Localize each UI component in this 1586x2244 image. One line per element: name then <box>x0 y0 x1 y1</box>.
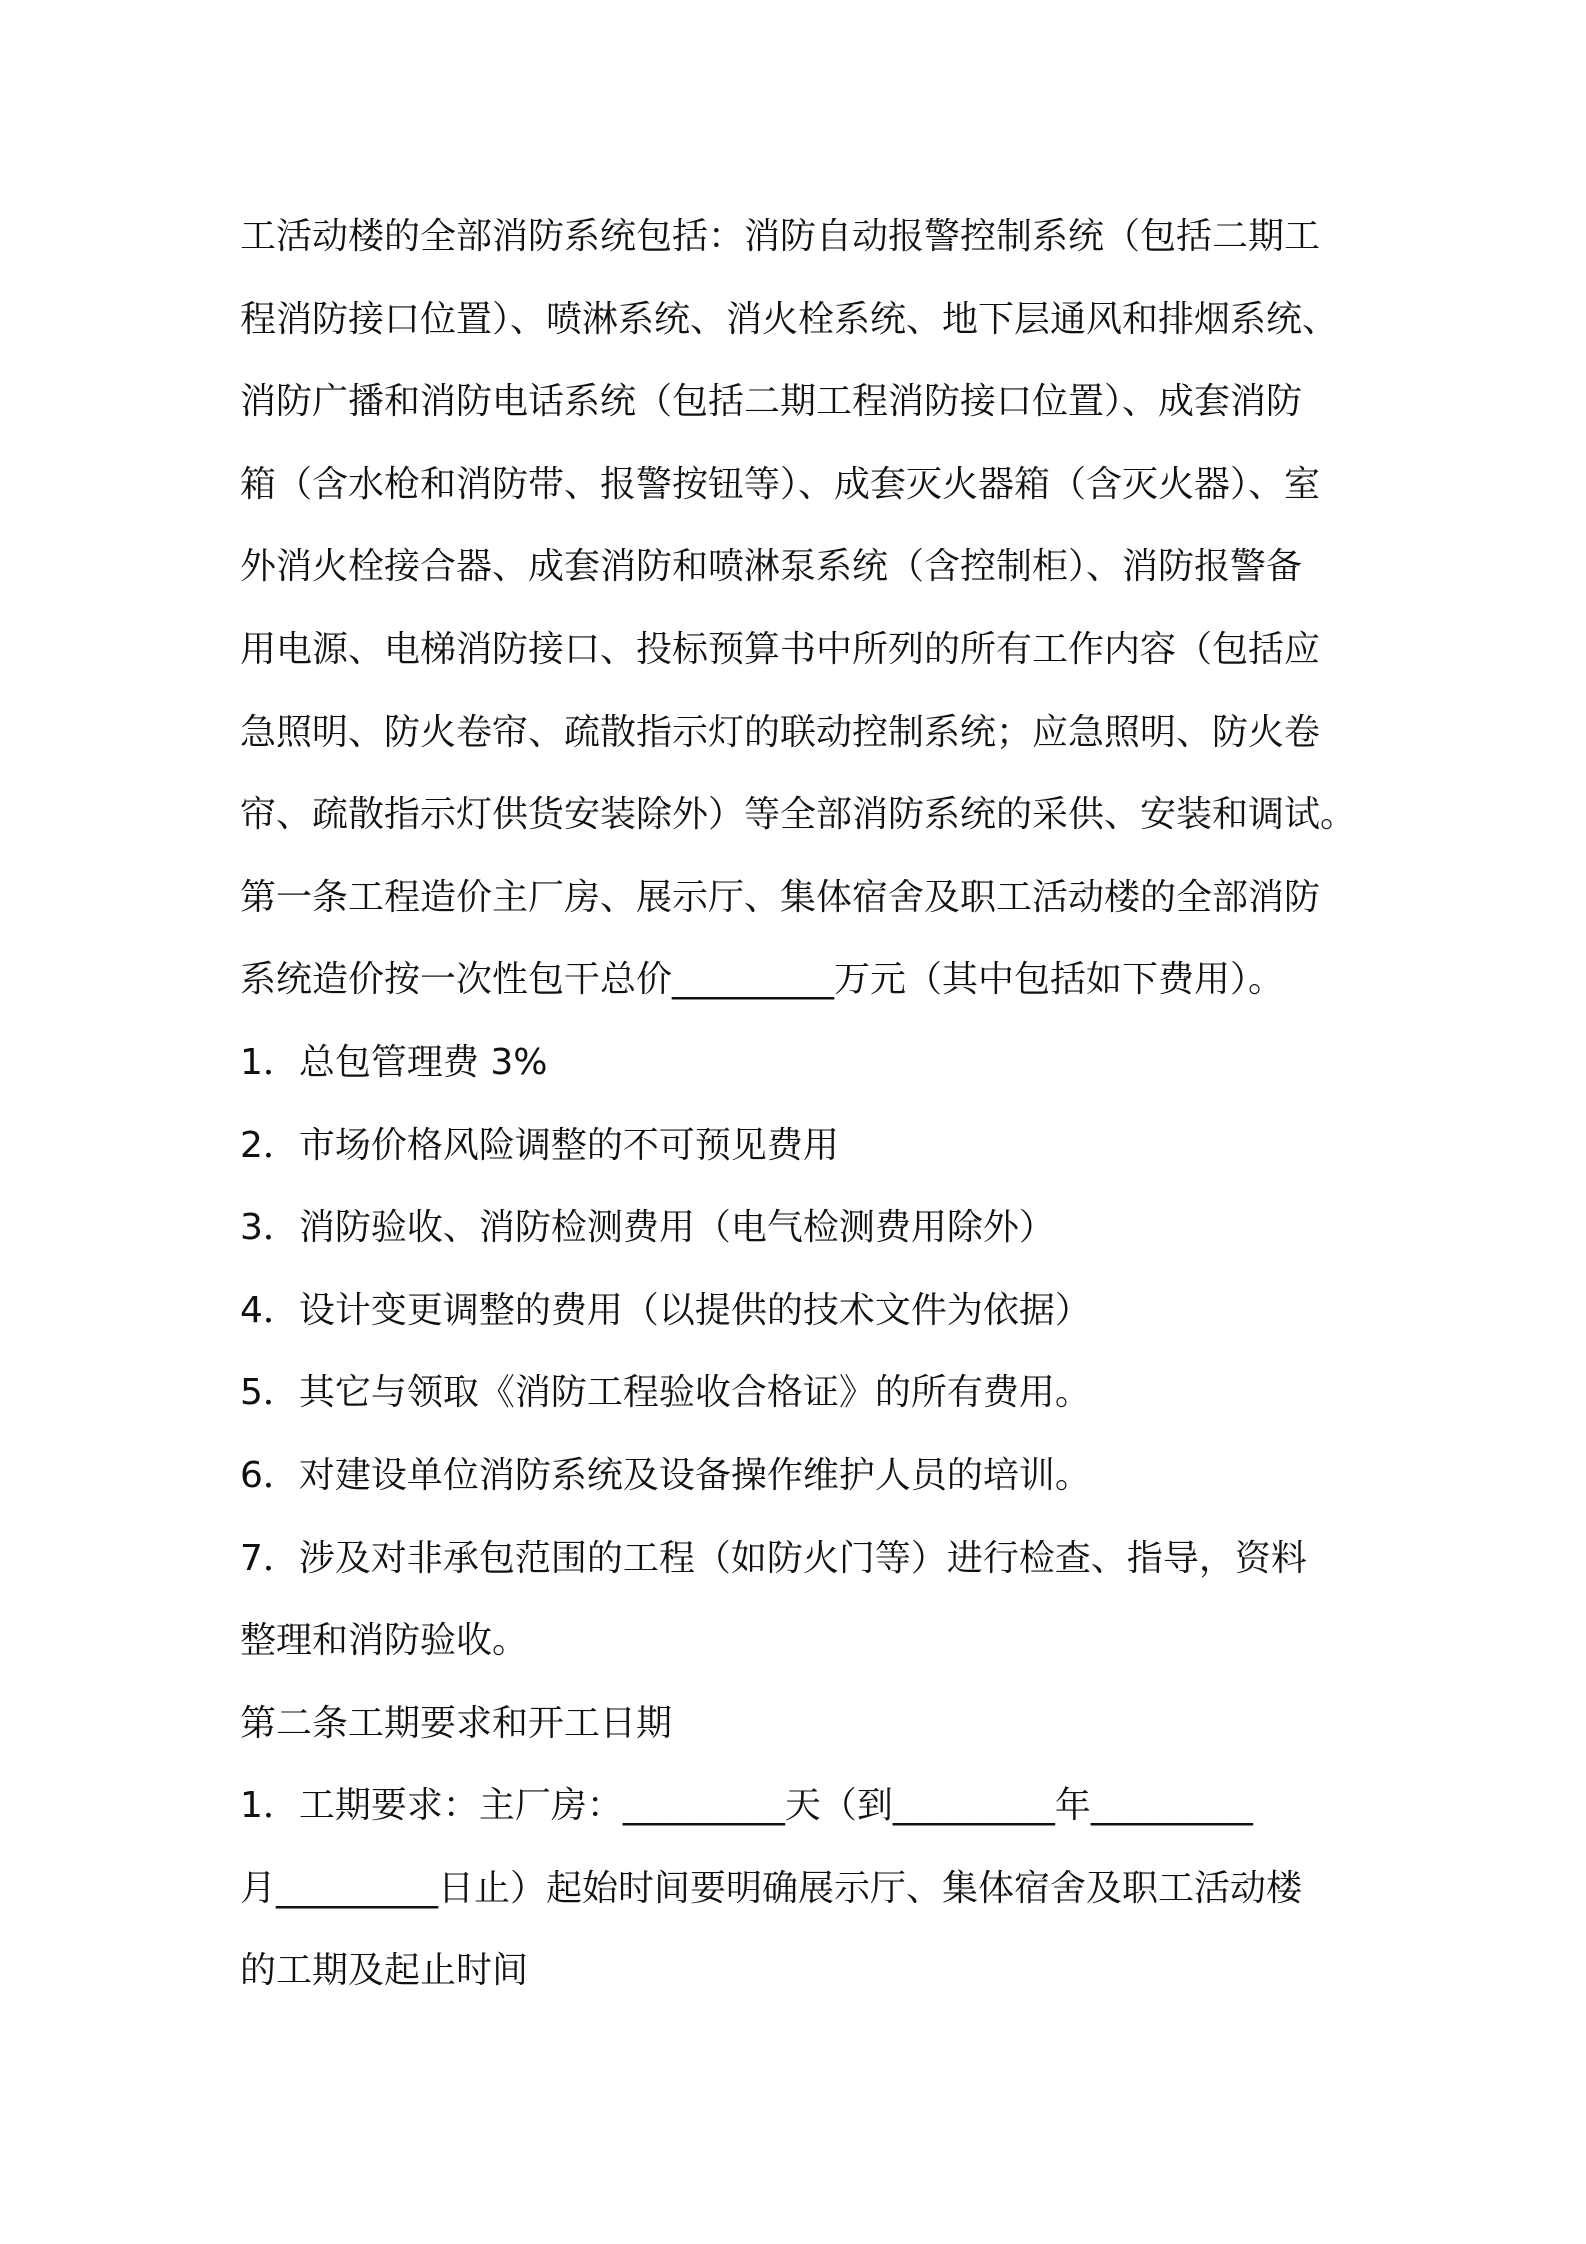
text-line: 程消防接口位置）、喷淋系统、消火栓系统、地下层通风和排烟系统、 <box>240 298 1339 340</box>
article-1-heading: 第一条工程造价主厂房、展示厅、集体宿舍及职工活动楼的全部消防 <box>240 876 1321 918</box>
article-2-heading: 第二条工期要求和开工日期 <box>240 1702 673 1744</box>
text-line: 消防广播和消防电话系统（包括二期工程消防接口位置）、成套消防 <box>240 381 1303 423</box>
text-line: 系统造价按一次性包干总价_________万元（其中包括如下费用）。 <box>240 959 1285 1001</box>
text-line: 的工期及起止时间 <box>240 1950 529 1992</box>
text-line: 月_________日止）起始时间要明确展示厅、集体宿舍及职工活动楼 <box>240 1867 1303 1909</box>
list-item: 2．市场价格风险调整的不可预见费用 <box>240 1124 839 1166</box>
list-item: 4．设计变更调整的费用（以提供的技术文件为依据） <box>240 1289 1091 1331</box>
list-item: 5．其它与领取《消防工程验收合格证》的所有费用。 <box>240 1372 1091 1414</box>
list-item: 7．涉及对非承包范围的工程（如防火门等）进行检查、指导，资料 <box>240 1537 1307 1579</box>
list-item: 3．消防验收、消防检测费用（电气检测费用除外） <box>240 1207 1055 1249</box>
list-item: 6．对建设单位消防系统及设备操作维护人员的培训。 <box>240 1454 1091 1496</box>
text-line: 急照明、防火卷帘、疏散指示灯的联动控制系统；应急照明、防火卷 <box>240 711 1321 753</box>
text-line: 工活动楼的全部消防系统包括：消防自动报警控制系统（包括二期工 <box>240 216 1321 257</box>
document-body <box>240 196 1360 2013</box>
text-line: 用电源、电梯消防接口、投标预算书中所列的所有工作内容（包括应 <box>240 628 1321 670</box>
text-line: 帘、疏散指示灯供货安装除外）等全部消防系统的采供、安装和调试。 <box>240 794 1357 836</box>
list-item: 1．总包管理费 3% <box>240 1041 548 1083</box>
text-line: 外消火栓接合器、成套消防和喷淋泵系统（含控制柜）、消防报警备 <box>240 546 1303 588</box>
list-item: 1．工期要求：主厂房：_________天（到_________年_________ <box>240 1785 1253 1827</box>
text-line: 箱（含水枪和消防带、报警按钮等）、成套灭火器箱（含灭火器）、室 <box>240 463 1321 505</box>
text-line: 整理和消防验收。 <box>240 1620 529 1662</box>
